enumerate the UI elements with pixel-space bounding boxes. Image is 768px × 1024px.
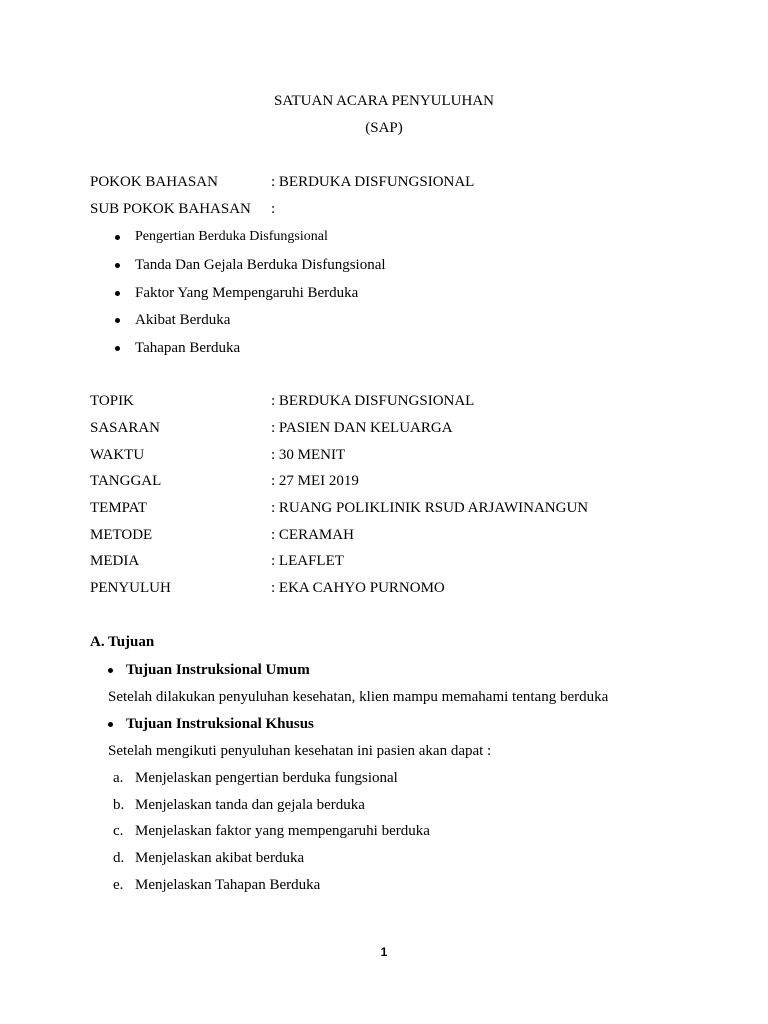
topik-value: : BERDUKA DISFUNGSIONAL [271,393,475,409]
tanggal-label: TANGGAL [90,473,162,489]
subsection-heading-umum: Tujuan Instruksional Umum [126,662,310,678]
list-item: Tahapan Berduka [135,340,241,356]
list-item: Menjelaskan faktor yang mempengaruhi berduka [135,823,430,839]
pokok-bahasan-label: POKOK BAHASAN [90,174,218,190]
list-marker: e. [113,877,124,893]
pokok-bahasan-value: : BERDUKA DISFUNGSIONAL [271,174,475,190]
metode-value: : CERAMAH [271,527,354,543]
subsection-heading-khusus: Tujuan Instruksional Khusus [126,716,314,732]
topik-label: TOPIK [90,393,134,409]
penyuluh-value: : EKA CAHYO PURNOMO [271,580,445,596]
sasaran-label: SASARAN [90,420,161,436]
list-item: Menjelaskan akibat berduka [135,850,305,866]
page-number: 1 [380,945,388,959]
bullet-icon [108,722,113,727]
list-item: Menjelaskan pengertian berduka fungsional [135,770,398,786]
tempat-value: : RUANG POLIKLINIK RSUD ARJAWINANGUN [271,500,589,516]
list-marker: c. [113,823,124,839]
document-title: SATUAN ACARA PENYULUHAN [273,93,495,109]
sasaran-value: : PASIEN DAN KELUARGA [271,420,453,436]
paragraph-umum: Setelah dilakukan penyuluhan kesehatan, klien mampu memahami tentang berduka [108,689,609,705]
tempat-label: TEMPAT [90,500,147,516]
bullet-icon [115,263,120,268]
section-heading: A. Tujuan [90,634,155,650]
waktu-value: : 30 MENIT [271,447,346,463]
list-item: Tanda Dan Gejala Berduka Disfungsional [135,257,386,273]
bullet-icon [115,235,120,240]
bullet-icon [115,346,120,351]
tanggal-value: : 27 MEI 2019 [271,473,359,489]
bullet-icon [115,291,120,296]
sub-pokok-bahasan-label: SUB POKOK BAHASAN [90,201,251,217]
list-marker: a. [113,770,124,786]
waktu-label: WAKTU [90,447,145,463]
list-item: Pengertian Berduka Disfungsional [135,229,328,244]
penyuluh-label: PENYULUH [90,580,171,596]
media-label: MEDIA [90,553,140,569]
list-marker: b. [113,797,125,813]
list-item: Menjelaskan Tahapan Berduka [135,877,321,893]
media-value: : LEAFLET [271,553,344,569]
list-marker: d. [113,850,125,866]
paragraph-khusus-intro: Setelah mengikuti penyuluhan kesehatan ini pasien akan dapat : [108,743,492,759]
list-item: Menjelaskan tanda dan gejala berduka [135,797,365,813]
bullet-icon [115,318,120,323]
list-item: Akibat Berduka [135,312,231,328]
bullet-icon [108,668,113,673]
document-subtitle: (SAP) [365,120,403,136]
metode-label: METODE [90,527,153,543]
sub-pokok-bahasan-value: : [271,201,276,217]
list-item: Faktor Yang Mempengaruhi Berduka [135,285,359,301]
